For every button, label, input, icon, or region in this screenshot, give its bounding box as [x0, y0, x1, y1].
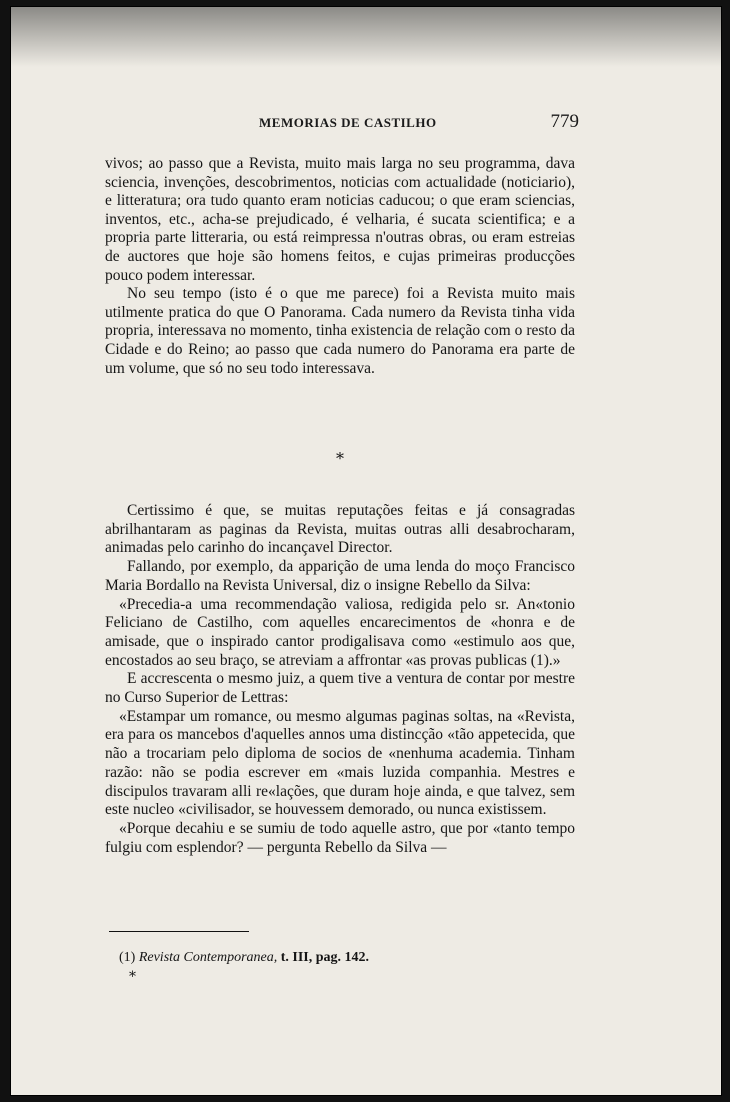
footnote-reference: t. III, pag. 142.: [280, 950, 370, 965]
paragraph: Certissimo é que, se muitas reputações feitas e já consagradas abrilhantaram as paginas da Revista, muitas outras alli desabrocharam, animadas pelo carinho do incançavel Director.: [105, 502, 575, 557]
footnote-source: Revista Contemporanea,: [138, 950, 278, 965]
footnote-star: *: [129, 969, 136, 985]
block-quote: «Estampar um romance, ou mesmo algumas paginas soltas, na «Revista, era para os mancebos d'aquelles annos uma distincção «tão appetecida, que não a trocariam pelo diploma de socios de «nenhuma academia. Tinham razão: não se podia escrever em «mais luzida companhia. Mestres e discipulos travaram alli re«lações, que duram hoje ainda, e que talvez, sem este nucleo «civilisador, se houvessem demorado, ou nunca existissem.: [105, 707, 575, 819]
body-text-top: [105, 155, 575, 378]
paragraph: E accrescenta o mesmo juiz, a quem tive a ventura de contar por mestre no Curso Superior de Lettras:: [105, 670, 575, 707]
footnote: [119, 950, 369, 966]
body-text-bottom: [105, 502, 575, 857]
paragraph: No seu tempo (isto é o que me parece) foi a Revista muito mais utilmente pratica do que O Panorama. Cada numero da Revista tinha vida propria, interessava no momento, tinha existencia de relação com o resto da Cidade e do Reino; ao passo que cada numero do Panorama era parte de um volume, que só no seu todo interessava.: [105, 285, 575, 377]
page-number: 779: [550, 111, 579, 132]
section-separator: *: [336, 449, 344, 468]
block-quote: «Porque decahiu e se sumiu de todo aquelle astro, que por «tanto tempo fulgiu com esplendor? — pergunta Rebello da Silva —: [105, 819, 575, 856]
footnote-rule: [109, 931, 249, 932]
paragraph: Fallando, por exemplo, da apparição de uma lenda do moço Francisco Maria Bordallo na Revista Universal, diz o insigne Rebello da Silva:: [105, 558, 575, 594]
footnote-marker: (1): [119, 950, 136, 965]
paragraph-continuation: vivos; ao passo que a Revista, muito mais larga no seu programma, dava sciencia, invenções, descobrimentos, noticias com actualidade (noticiario), e litteratura; ora tudo quanto eram noticias caducou; o que eram sciencias, inventos, etc., acha-se prejudicado, é velharia, é sucata scientifica; e a propria parte litteraria, ou está reimpressa n'outras obras, ou eram estreias de auctores que hoje são homens feitos, e cujas primeiras producções pouco podem interessar.: [105, 155, 575, 284]
book-page: [10, 6, 722, 1096]
running-title: MEMORIAS DE CASTILHO: [259, 115, 437, 130]
block-quote: «Precedia-a uma recommendação valiosa, redigida pelo sr. An«tonio Feliciano de Castilho, com aquelles encarecimentos de «honra e de amisade, que o inspirado cantor prodigalisava como «estimulo aos que, encostados ao seu braço, se atreviam a affrontar «as provas publicas (1).»: [105, 595, 575, 669]
